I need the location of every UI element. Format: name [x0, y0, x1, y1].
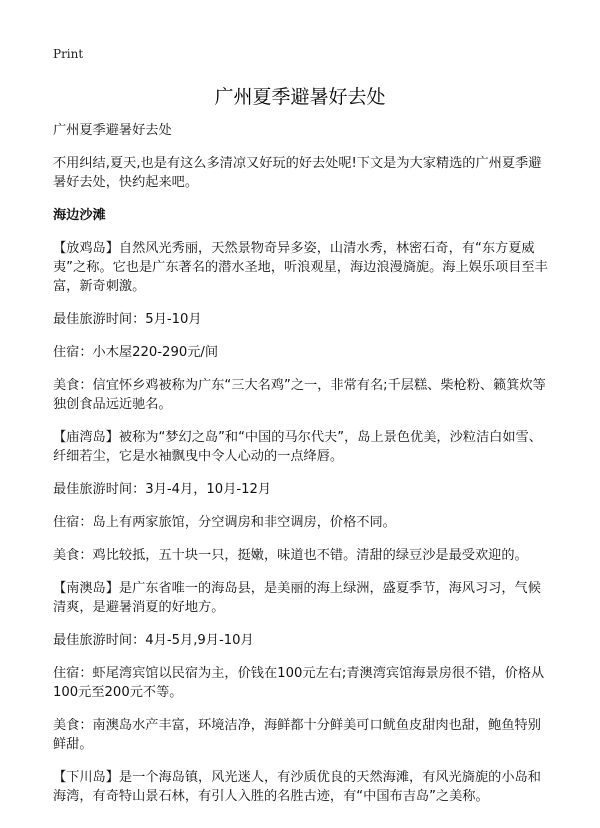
print-link[interactable]: Print — [53, 47, 84, 61]
article-body — [53, 121, 550, 820]
page-title: 广州夏季避暑好去处 — [214, 86, 386, 108]
lodging: 住宿：岛上有两家旅馆，分空调房和非空调房，价格不同。 — [53, 515, 396, 530]
article-intro: 不用纠结,夏天,也是有这么多清凉又好玩的好去处呢!下文是为大家精选的广州夏季避暑好去处，快约起来吧。 — [53, 156, 542, 190]
island-description: 【放鸡岛】自然风光秀丽，天然景物奇异多姿，山清水秀，林密石奇，有“东方夏威夷”之称。它也是广东著名的潜水圣地，听浪观星，海边浪漫旖旎。海上娱乐项目至丰富，新奇刺激。 — [53, 241, 548, 294]
island-description: 【庙湾岛】被称为“梦幻之岛”和“中国的马尔代夫”，岛上景色优美，沙粒洁白如雪、纤细若尘，它是水袖飘曳中令人心动的一点绛唇。 — [53, 430, 542, 464]
best-time: 最佳旅游时间：5月-10月 — [53, 312, 202, 327]
food: 美食：信宜怀乡鸡被称为广东“三大名鸡”之一，非常有名;千层糕、柴枪粉、籁箕炊等独创食品远近驰名。 — [53, 378, 546, 412]
food: 美食：南澳岛水产丰富，环境洁净，海鲜都十分鲜美可口鱿鱼皮甜肉也甜，鲍鱼特别鲜甜。 — [53, 718, 541, 752]
best-time: 最佳旅游时间：4月-5月,9月-10月 — [53, 633, 254, 648]
article-subtitle: 广州夏季避暑好去处 — [53, 123, 172, 138]
section-heading: 海边沙滩 — [53, 208, 106, 223]
best-time: 最佳旅游时间：3月-4月，10月-12月 — [53, 482, 272, 497]
island-description: 【南澳岛】是广东省唯一的海岛县，是美丽的海上绿洲，盛夏季节，海风习习，气候清爽，是避暑消夏的好地方。 — [53, 581, 541, 615]
lodging: 住宿：小木屋220-290元/间 — [53, 345, 219, 360]
island-description: 【下川岛】是一个海岛镇，风光迷人，有沙质优良的天然海滩，有风光旖旎的小岛和海湾，有奇特山景石林，有引人入胜的名胜古迹，有“中国布吉岛”之美称。 — [53, 770, 541, 804]
lodging: 住宿：虾尾湾宾馆以民宿为主，价钱在100元左右;青澳湾宾馆海景房很不错，价格从100元至200元不等。 — [53, 666, 545, 700]
food: 美食：鸡比较抵，五十块一只，挺嫩，味道也不错。清甜的绿豆沙是最受欢迎的。 — [53, 548, 528, 563]
